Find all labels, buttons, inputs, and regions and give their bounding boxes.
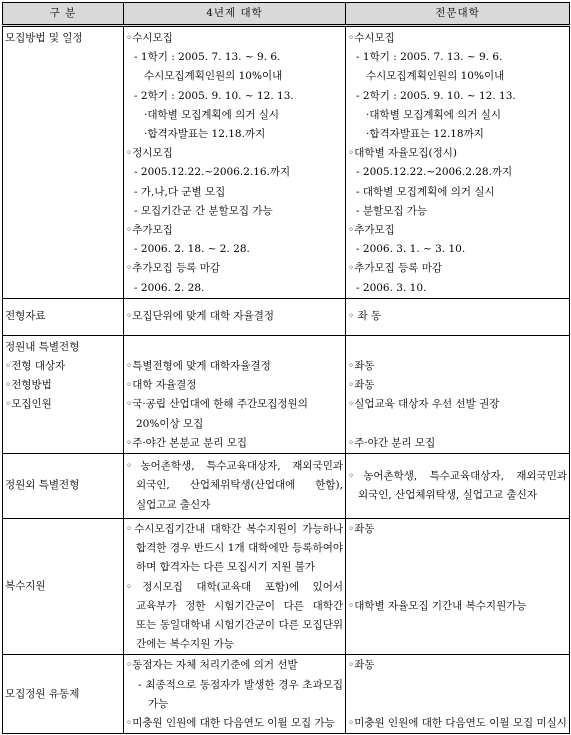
header-category: 구 분: [3, 3, 124, 26]
college-cell: [346, 519, 570, 655]
college-cell: [346, 335, 570, 453]
college-cell: [346, 655, 570, 734]
univ-cell: [124, 26, 346, 299]
cell-line: ·합격자발표는 12.18까지: [366, 128, 484, 141]
cell-line: ◦모집단위에 맞게 대학 자율결정: [126, 310, 275, 323]
cell-line: ◦좌동: [348, 379, 375, 392]
cell-line: ◦국·공립 산업대에 한해 주간모집정원의: [126, 398, 308, 411]
cell-line: ◦대학 자율결정: [126, 379, 197, 392]
cell-line: - 2005.12.22.~2006.2.28.까지: [356, 166, 513, 179]
row-label-line: ◦전형방법: [5, 379, 52, 392]
college-paragraph: ◦좌동: [348, 659, 375, 672]
table-row: [3, 298, 570, 335]
univ-paragraph: ◦정시모집 대학(교육대 포함)에 있어서 교육부가 정한 시험기간군이 다른 대학간 또는 동일대학내 시험기간군이 다른 모집단위 간에는 복수지원 가능: [126, 580, 343, 651]
table-row: [3, 519, 570, 655]
cell-line: - 분할모집 가능: [356, 204, 428, 217]
header-4year-university: 4년제 대학: [124, 3, 346, 26]
univ-paragraph: - 최종적으로 동점자가 발생한 경우 초과모집 가능: [138, 678, 343, 710]
cell-line: - 2학기 : 2005. 9. 10. ~ 12. 13.: [134, 89, 294, 102]
cell-line: ◦정시모집: [126, 147, 173, 160]
college-cell: [346, 454, 570, 519]
univ-cell: [124, 298, 346, 335]
row-label-line: 복수지원: [5, 580, 46, 593]
cell-line: - 2학기 : 2005. 9. 10. ~ 12. 13.: [356, 89, 516, 102]
cell-line: - 2005.12.22.~2006.2.16.까지: [134, 166, 291, 179]
cell-line: ·대학별 모집계획에 의거 실시: [366, 108, 502, 121]
admission-table: [2, 2, 570, 734]
cell-line: ·대학별 모집계획에 의거 실시: [144, 108, 280, 121]
header-row: [3, 3, 570, 26]
univ-paragraph: ◦동점자는 자체 처리기준에 의거 선발: [126, 659, 298, 672]
cell-line: - 모집기간군 간 분할모집 가능: [134, 204, 273, 217]
cell-line: ◦수시모집: [348, 32, 395, 44]
cell-line: ◦대학별 자율모집 기간내 복수지원가능: [348, 599, 527, 612]
row-label: [3, 454, 124, 519]
row-label-line: 정원내 특별전형: [5, 340, 80, 353]
cell-line: ◦수시모집: [126, 32, 173, 44]
cell-line: ·합격자발표는 12.18.까지: [144, 128, 266, 141]
table-row: [3, 454, 570, 519]
cell-line: - 대학별 모집계획에 의거 실시: [356, 185, 495, 198]
cell-line: ◦실업교육 대상자 우선 선발 권장: [348, 398, 500, 411]
cell-line: - 1학기 : 2005. 7. 13. ~ 9. 6.: [356, 51, 503, 64]
row-label-line: 정원외 특별전형: [5, 479, 80, 492]
cell-line: 수시모집계획인원의 10%이내: [144, 70, 283, 83]
spacer: [348, 558, 567, 577]
cell-line: ◦대학별 자율모집(정시): [348, 147, 458, 160]
row-label: [3, 335, 124, 453]
univ-cell: [124, 454, 346, 519]
cell-line: ◦추가모집 등록 마감: [348, 262, 443, 275]
univ-paragraph: ◦수시모집기간내 대학간 복수지원이 가능하나 합격한 경우 반드시 1개 대학에만 등록하여야 하며 합격자는 다른 모집시기 지원 불가: [126, 523, 343, 574]
cell-line: - 2006. 2. 18. ~ 2. 28.: [134, 243, 250, 256]
row-label-line: 모집정원 유동제: [5, 687, 80, 700]
cell-line: 수시모집계획인원의 10%이내: [366, 70, 505, 83]
cell-line: - 2006. 3. 10.: [356, 281, 427, 294]
cell-line: - 1학기 : 2005. 7. 13. ~ 9. 6.: [134, 51, 281, 64]
row-label: [3, 26, 124, 299]
cell-line: - 2006. 2. 28.: [134, 281, 205, 294]
spacer: [348, 539, 567, 558]
table-row: [3, 655, 570, 734]
college-paragraph: ◦미충원 인원에 대한 다음연도 이월 모집 미실시: [348, 717, 567, 730]
cell-line: ◦주·야간 본분교 분리 모집: [126, 436, 247, 449]
spacer: [348, 578, 567, 597]
row-label-line: 전형자료: [5, 310, 46, 323]
row-label-line: ◦모집인원: [5, 398, 52, 411]
cell-line: ◦좌동: [348, 523, 375, 536]
spacer: [348, 695, 567, 714]
univ-text: ◦농어촌학생, 특수교육대상자, 재외국민과 외국인, 산업체위탁생(산업대에 한함), 실업고교 출신자: [126, 460, 343, 511]
header-junior-college: 전문대학: [346, 3, 570, 26]
cell-line: ◦추가모집 등록 마감: [126, 262, 221, 275]
row-label-line: 모집방법 및 일정: [5, 32, 83, 44]
table-row: [3, 335, 570, 453]
college-cell: [346, 26, 570, 299]
spacer: [348, 338, 567, 357]
row-label: [3, 655, 124, 734]
college-text: ◦농어촌학생, 특수교육대상자, 재외국민과 외국인, 산업체위탁생, 실업고교 출신자: [348, 469, 567, 502]
univ-cell: [124, 335, 346, 453]
cell-line: ◦추가모집: [348, 224, 395, 237]
univ-cell: [124, 655, 346, 734]
college-cell: [346, 298, 570, 335]
cell-line: ◦주·야간 분리 모집: [348, 436, 436, 449]
row-label: [3, 298, 124, 335]
spacer: [348, 676, 567, 695]
cell-line: ◦특별전형에 맞게 대학자율결정: [126, 360, 271, 373]
cell-line: ◦좌동: [348, 360, 375, 373]
cell-line: 20%이상 모집: [136, 417, 204, 430]
cell-line: ◦추가모집: [126, 224, 173, 237]
univ-cell: [124, 519, 346, 655]
cell-line: - 가,나,다 군별 모집: [134, 185, 226, 198]
cell-line: - 2006. 3. 1. ~ 3. 10.: [356, 243, 466, 256]
univ-paragraph: ◦미충원 인원에 대한 다음연도 이월 모집 가능: [126, 717, 335, 730]
spacer: [126, 338, 343, 357]
row-label: [3, 519, 124, 655]
cell-line: ◦ 좌 동: [348, 310, 382, 323]
spacer: [348, 415, 567, 434]
row-label-line: ◦전형 대상자: [5, 360, 66, 373]
table-row: [3, 26, 570, 299]
